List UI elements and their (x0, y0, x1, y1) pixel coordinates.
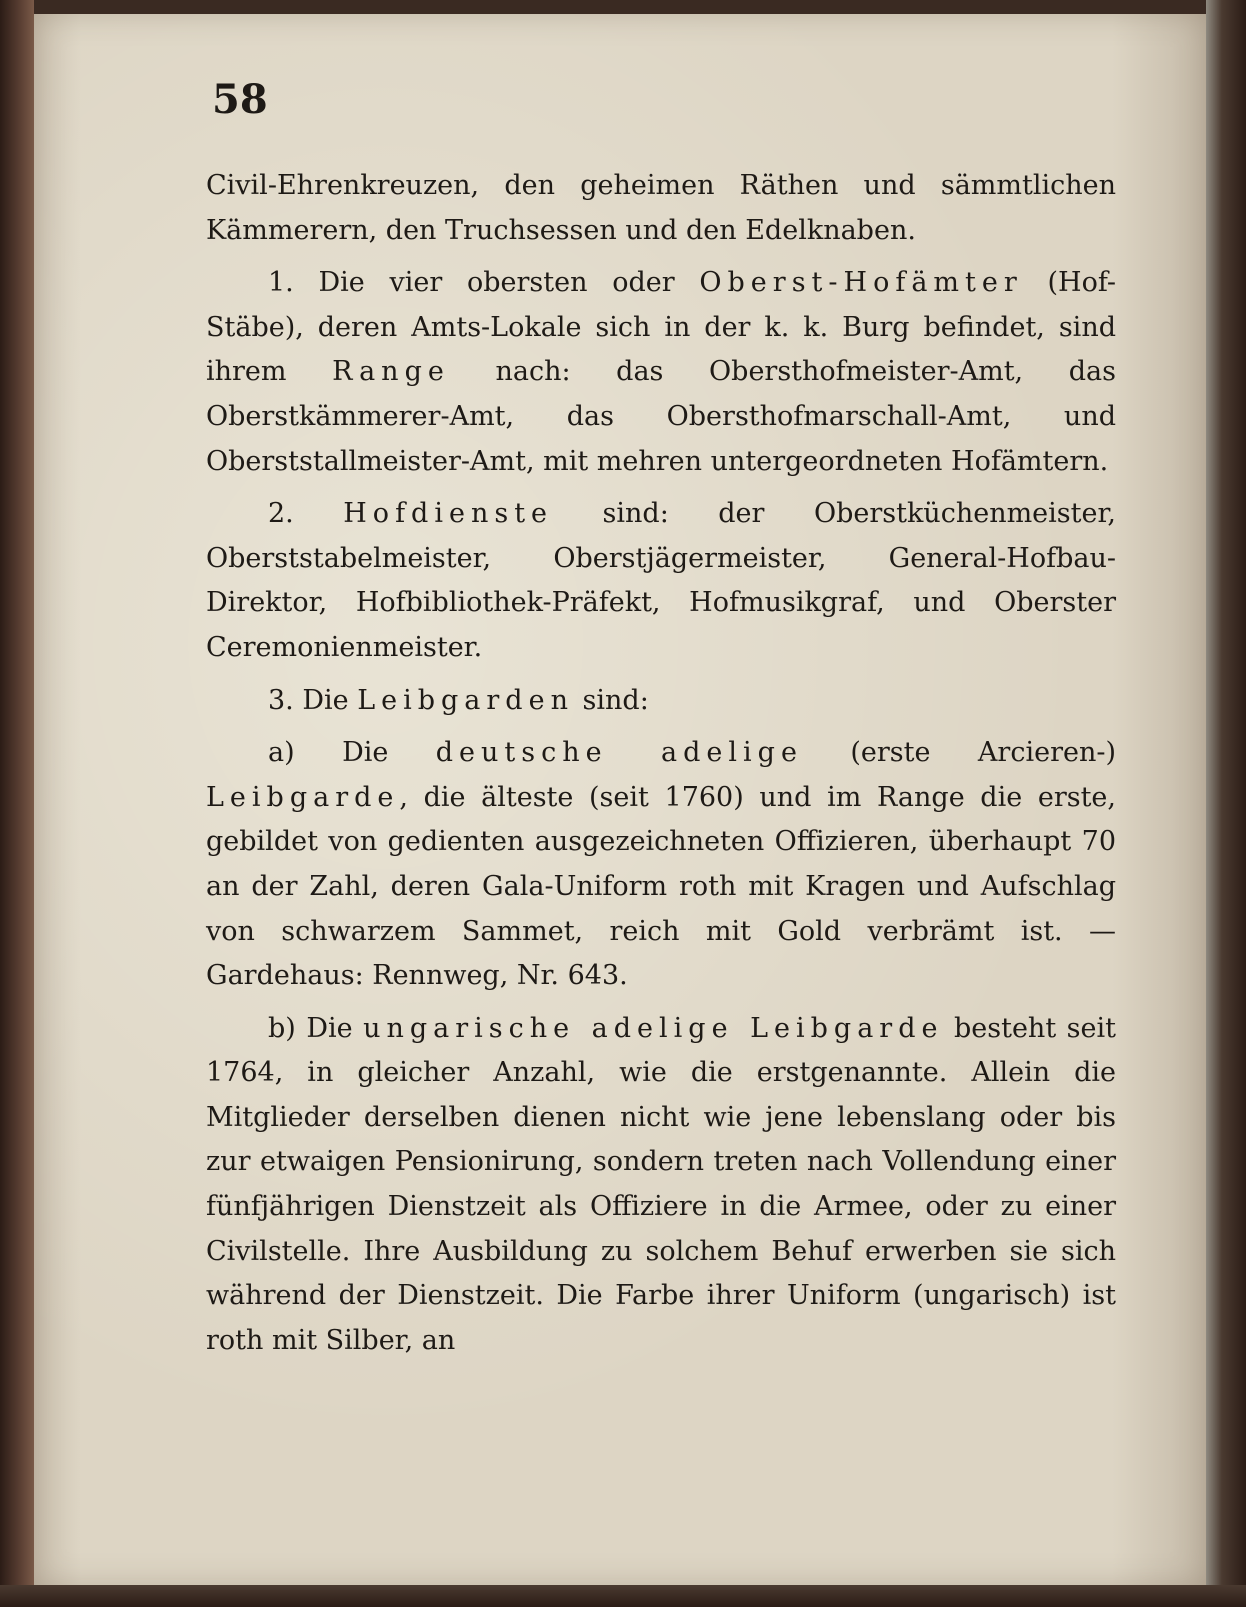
text-run: besteht seit 1764, in gleicher Anzahl, wie die erstgenannte. Allein die Mitglieder derselben dienen nicht wie jene lebenslang oder bis zur etwaigen Pensionirung, sondern treten nach Vollendung einer fünfjährigen Dienstzeit als Offiziere in die Armee, oder zu einer Civilstelle. Ihre Ausbildung zu solchem Behuf erwerben sie sich während der Dienstzeit. Die Farbe ihrer Uniform (ungarisch) ist roth mit Silber, an (206, 1012, 1117, 1356)
emphasized-term: Oberst-Hofämter (699, 267, 1023, 299)
text-run: nach: das Obersthofmeister-Amt, das Oberstkämmerer-Amt, das Obersthofmarschall-Amt, und Oberststallmeister-Amt, mit mehren untergeordneten Hofämtern. (206, 356, 1116, 477)
paragraph-p5 (206, 1007, 1116, 1364)
text-run: 2. (268, 498, 344, 530)
book-page (34, 14, 1206, 1585)
book-cover-bottom-edge (0, 1585, 1246, 1607)
emphasized-term: Leibgarde (206, 781, 400, 813)
text-run: Civil-Ehrenkreuzen, den geheimen Räthen und sämmtlichen Kämmerern, den Truchsessen und den Edelknaben. (206, 170, 1116, 246)
text-run: , die älteste (seit 1760) und im Range die erste, gebildet von gedienten ausgezeichneten Offizieren, überhaupt 70 an der Zahl, deren Gala-Uniform roth mit Kragen und Aufschlag von schwarzem Sammet, reich mit Gold verbrämt ist. — Gardehaus: Rennweg, Nr. 643. (206, 781, 1116, 992)
text-run: (Hof-Stäbe), deren Amts-Lokale sich in der k. k. Burg befindet, sind ihrem (206, 267, 1116, 388)
emphasized-term: deutsche adelige (435, 737, 803, 769)
page-number: 58 (212, 76, 268, 123)
emphasized-term: Hofdienste (343, 498, 554, 530)
text-run: 1. Die vier obersten oder (268, 267, 700, 299)
text-run: (erste Arcieren-) (802, 737, 1116, 769)
emphasized-term: Range (332, 356, 450, 388)
paragraph-p4 (206, 731, 1116, 999)
text-run: sind: (573, 684, 649, 716)
book-page-stack-right-edge (1206, 0, 1246, 1607)
text-run: 3. Die (268, 684, 358, 716)
paragraph-p3 (206, 679, 1116, 724)
text-run: b) Die (268, 1012, 364, 1044)
paragraph-p1 (206, 261, 1116, 484)
emphasized-term: Leibgarden (357, 684, 574, 716)
text-run: sind: der Oberstküchenmeister, Oberststabelmeister, Oberstjägermeister, General-Hofbau-Direktor, Hofbibliothek-Präfekt, Hofmusikgraf, und Oberster Ceremonienmeister. (206, 498, 1117, 663)
paragraph-p2 (206, 492, 1116, 670)
book-cover-left-edge (0, 0, 34, 1607)
text-run: a) Die (268, 737, 436, 769)
paragraph-p0 (206, 164, 1116, 253)
page-text-body (206, 164, 1116, 1371)
emphasized-term: ungarische adelige Leibgarde (363, 1012, 944, 1044)
